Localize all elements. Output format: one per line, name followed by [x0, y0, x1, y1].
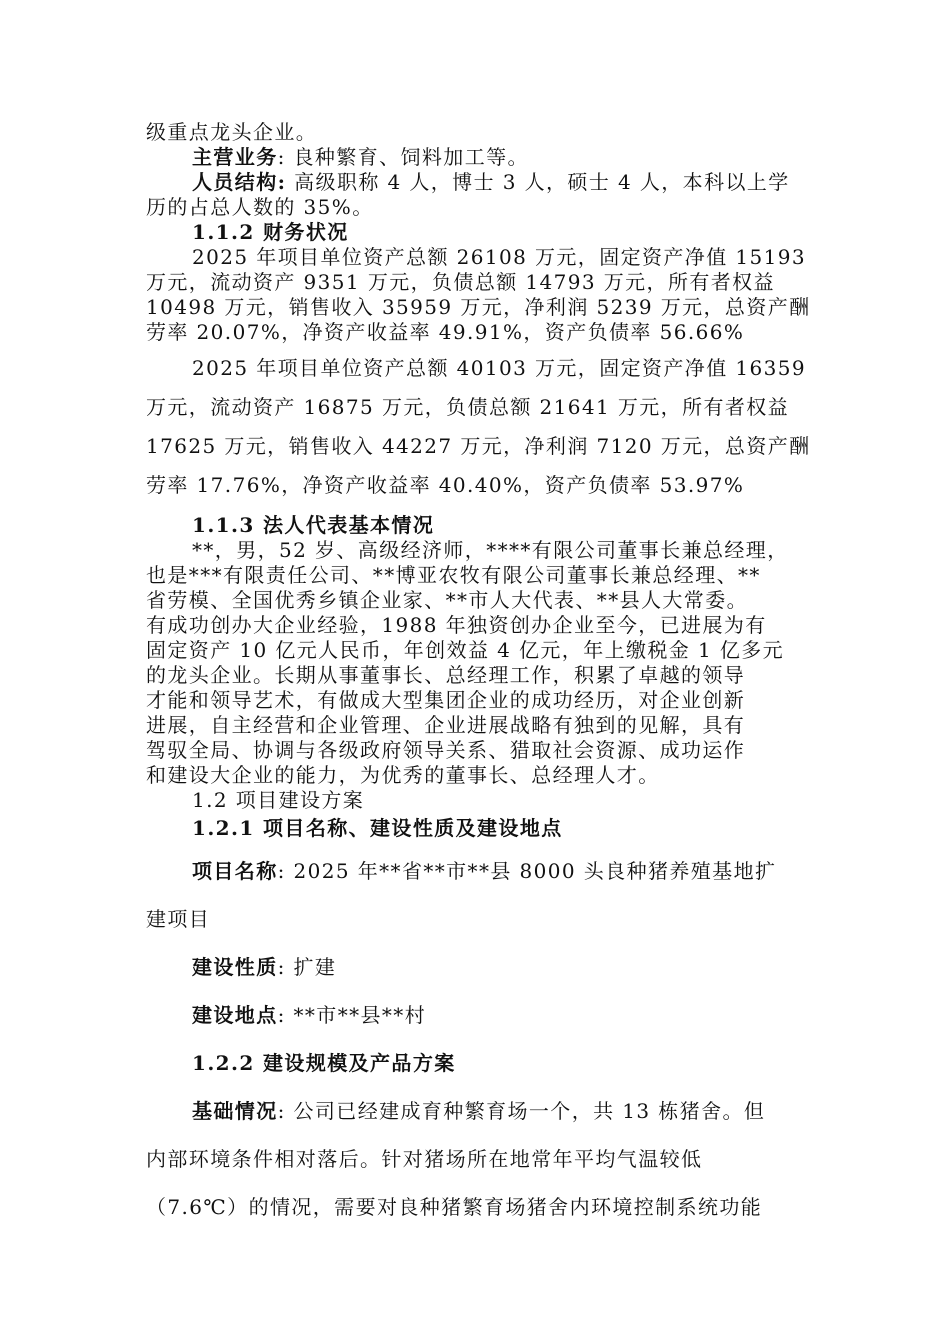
business-text: : 良种繁育、饲料加工等。 [277, 145, 529, 169]
business-line [146, 145, 838, 170]
project-name-label: 项目名称 [192, 859, 278, 883]
site-line [146, 991, 838, 1039]
nature-text: : 扩建 [277, 955, 337, 979]
project-name-line [146, 847, 838, 895]
basis-text: : 公司已经建成育种繁育场一个，共 13 栋猪舍。但 [277, 1099, 766, 1123]
text-line: 才能和领导艺术，有做成大型集团企业的成功经历，对企业创新 [146, 688, 746, 712]
text-line: 劳率 17.76%，净资产收益率 40.40%，资产负债率 53.97% [146, 473, 745, 497]
text-line: 有成功创办大企业经验，1988 年独资创办企业至今，已进展为有 [146, 613, 767, 637]
text-line: 劳率 20.07%，净资产收益率 49.91%，资产负债率 56.66% [146, 320, 745, 344]
text-line: 固定资产 10 亿元人民币，年创效益 4 亿元，年上缴税金 1 亿多元 [146, 638, 785, 662]
text-line: 驾驭全局、协调与各级政府领导关系、猎取社会资源、成功运作 [146, 738, 746, 762]
staff-label: 人员结构: [192, 170, 287, 194]
text-line: 万元，流动资产 9351 万元，负债总额 14793 万元，所有者权益 [146, 270, 775, 294]
business-label: 主营业务 [192, 145, 278, 169]
section-heading-legal-rep: 1.1.3 法人代表基本情况 [192, 513, 435, 537]
text-line: 的龙头企业。长期从事董事长、总经理工作，积累了卓越的领导 [146, 663, 746, 687]
text-line: 进展，自主经营和企业管理、企业进展战略有独到的见解，具有 [146, 713, 746, 737]
text-line: 10498 万元，销售收入 35959 万元，净利润 5239 万元，总资产酬 [146, 295, 811, 319]
subsection-heading: 1.2.1 项目名称、建设性质及建设地点 [192, 816, 563, 840]
scale-heading: 1.2.2 建设规模及产品方案 [192, 1051, 456, 1075]
section-heading-plan: 1.2 项目建设方案 [192, 788, 365, 812]
document-page [146, 120, 838, 1231]
basis-label: 基础情况 [192, 1099, 278, 1123]
text-line: （7.6℃）的情况，需要对良种猪繁育场猪舍内环境控制系统功能 [146, 1195, 763, 1219]
text-line: 2025 年项目单位资产总额 26108 万元，固定资产净值 15193 [192, 245, 806, 269]
nature-label: 建设性质 [192, 955, 278, 979]
basis-line [146, 1087, 838, 1135]
text-line: **，男，52 岁、高级经济师，****有限公司董事长兼总经理， [192, 538, 789, 562]
text-line: 省劳模、全国优秀乡镇企业家、**市人大代表、**县人大常委。 [146, 588, 748, 612]
text-line: 也是***有限责任公司、**博亚农牧有限公司董事长兼总经理、** [146, 563, 761, 587]
staff-text: 高级职称 4 人，博士 3 人，硕士 4 人，本科以上学 [286, 170, 790, 194]
section-heading-finance: 1.1.2 财务状况 [192, 220, 349, 244]
text-line: 级重点龙头企业。 [146, 120, 318, 144]
project-name-text: : 2025 年**省**市**县 8000 头良种猪养殖基地扩 [277, 859, 777, 883]
site-label: 建设地点 [192, 1003, 278, 1027]
text-line: 万元，流动资产 16875 万元，负债总额 21641 万元，所有者权益 [146, 395, 790, 419]
text-line: 内部环境条件相对落后。针对猪场所在地常年平均气温较低 [146, 1147, 703, 1171]
text-line: 和建设大企业的能力，为优秀的董事长、总经理人才。 [146, 763, 660, 787]
text-line: 建项目 [146, 907, 211, 931]
text-line: 历的占总人数的 35%。 [146, 195, 374, 219]
text-line: 2025 年项目单位资产总额 40103 万元，固定资产净值 16359 [192, 356, 806, 380]
staff-line [146, 170, 838, 195]
nature-line [146, 943, 838, 991]
text-line: 17625 万元，销售收入 44227 万元，净利润 7120 万元，总资产酬 [146, 434, 811, 458]
site-text: : **市**县**村 [277, 1003, 427, 1027]
